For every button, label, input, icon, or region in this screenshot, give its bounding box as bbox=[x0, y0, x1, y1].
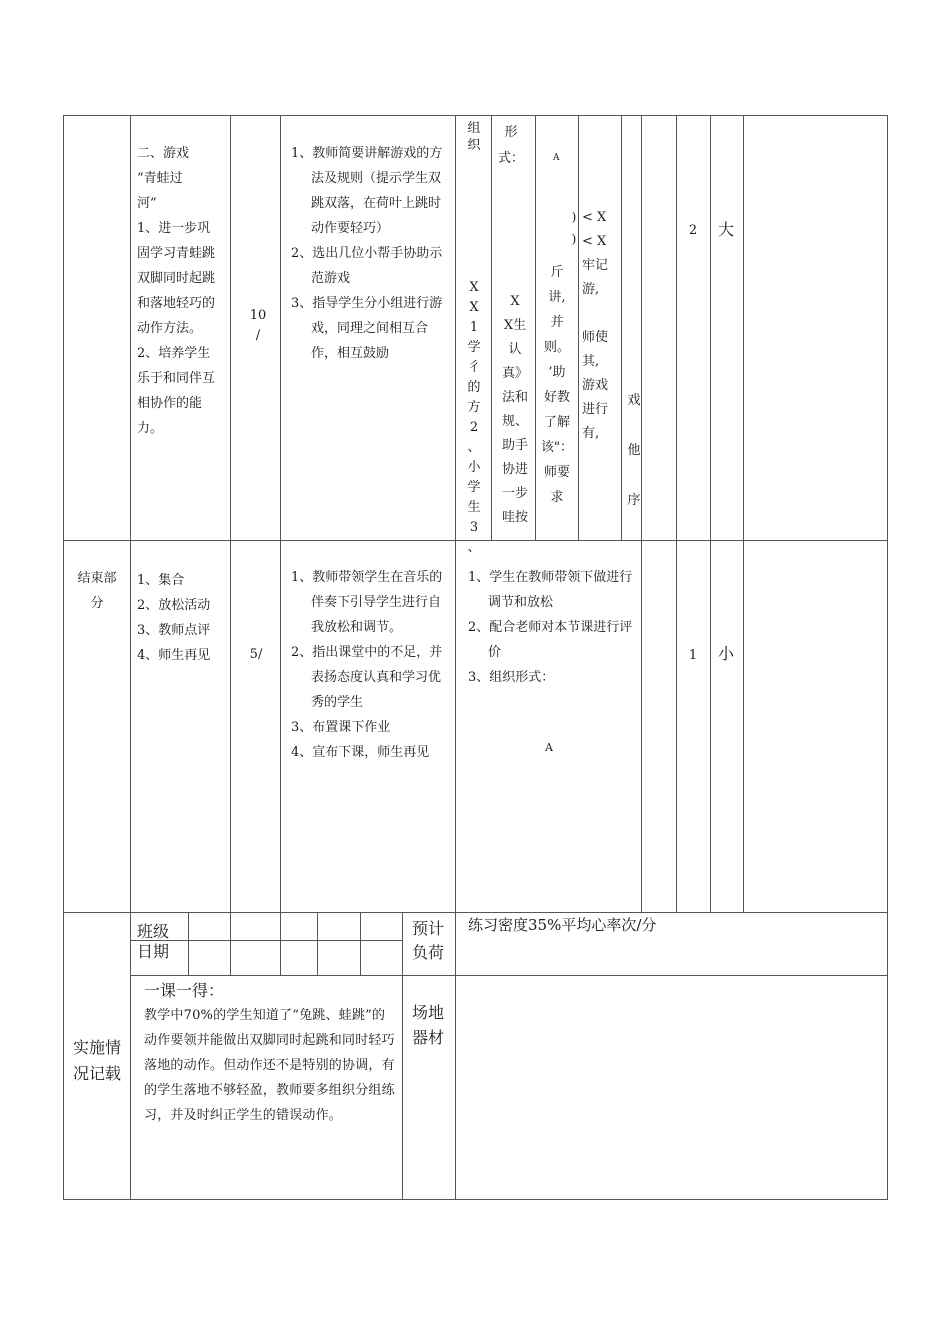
student-col: ) ) bbox=[571, 210, 577, 246]
end-count: 1 bbox=[688, 648, 698, 663]
game-time: 10 / bbox=[249, 308, 267, 343]
student-col: 形 式： bbox=[498, 125, 525, 166]
end-teacher-list bbox=[291, 565, 451, 765]
teacher-step: 1、教师带领学生在音乐的伴奏下引导学生进行自我放松和调节。 bbox=[291, 570, 443, 635]
end-item: 3、教师点评 bbox=[137, 623, 211, 638]
class-label: 班级 bbox=[137, 922, 170, 941]
reflection-title: 一课一得： bbox=[144, 981, 225, 1000]
teacher-step: 3、指导学生分小组进行游戏，同理之间相互合作，相互鼓励 bbox=[291, 296, 443, 361]
student-col: 戏 他 序 bbox=[627, 393, 641, 508]
game-content: 二、游戏 “青蛙过 河” 1、进一步巩 固学习青蛙跳 双脚同时起跳 和落地轻巧的 动作方法。 2、培养学生 乐于和同伴互 相协作的能 力。 bbox=[137, 146, 216, 436]
teacher-step: 2、选出几位小帮手协助示范游戏 bbox=[291, 246, 443, 286]
game-intensity: 大 bbox=[718, 220, 735, 239]
reflection-text: 教学中70%的学生知道了“兔跳、蛙跳”的动作要领并能做出双脚同时起跳和同时轻巧落地的动作。但动作还不是特别的协调，有的学生落地不够轻盈，教师要多组织分组练习，并及时纠正学生的错误动作。 bbox=[144, 1008, 395, 1123]
record-label: 实施情 况记载 bbox=[72, 1038, 121, 1083]
student-col: X X 1学 彳 的 方 2 、 小 学 生 3 、 bbox=[467, 280, 481, 555]
load-value: 练习密度35%平均心率次/分 bbox=[468, 916, 657, 934]
end-content-list bbox=[137, 568, 229, 668]
end-student-list bbox=[468, 565, 636, 690]
student-step: 2、配合老师对本节课进行评价 bbox=[468, 620, 633, 660]
date-label: 日期 bbox=[137, 942, 170, 961]
teacher-step: 2、指出课堂中的不足，并表扬态度认真和学习优秀的学生 bbox=[291, 645, 443, 710]
student-col: < X < X 牢记 游, 师使 其, 游戏 进行 有, bbox=[582, 210, 609, 441]
teacher-step: 3、布置课下作业 bbox=[291, 720, 391, 735]
student-col: A bbox=[553, 153, 560, 163]
end-item: 1、集合 bbox=[137, 573, 185, 588]
student-step: 1、学生在教师带领下做进行调节和放松 bbox=[468, 570, 633, 610]
load-label: 预计 负荷 bbox=[412, 919, 445, 962]
student-step: 3、组织形式： bbox=[468, 670, 555, 685]
venue-label: 场地 器材 bbox=[412, 1003, 445, 1047]
end-intensity: 小 bbox=[718, 644, 735, 663]
formation-symbol: A bbox=[545, 741, 553, 754]
end-item: 2、放松活动 bbox=[137, 598, 211, 613]
end-time: 5/ bbox=[249, 647, 263, 662]
teacher-step: 1、教师简要讲解游戏的方法及规则（提示学生双跳双落，在荷叶上跳时动作要轻巧） bbox=[291, 146, 443, 236]
end-label: 结束部 分 bbox=[77, 571, 117, 611]
end-item: 4、师生再见 bbox=[137, 648, 211, 663]
game-count: 2 bbox=[688, 223, 698, 238]
student-col: 斤 讲, 并 则。 ’助 好教 了解 该"： 师要 求 bbox=[541, 265, 573, 505]
student-col: X X生 认 真》 法和 规、 助手 协进 一步 哇按 bbox=[501, 294, 528, 525]
student-col: 组 织 bbox=[467, 121, 481, 153]
game-teacher-list bbox=[291, 141, 451, 366]
teacher-step: 4、宣布下课，师生再见 bbox=[291, 745, 430, 760]
